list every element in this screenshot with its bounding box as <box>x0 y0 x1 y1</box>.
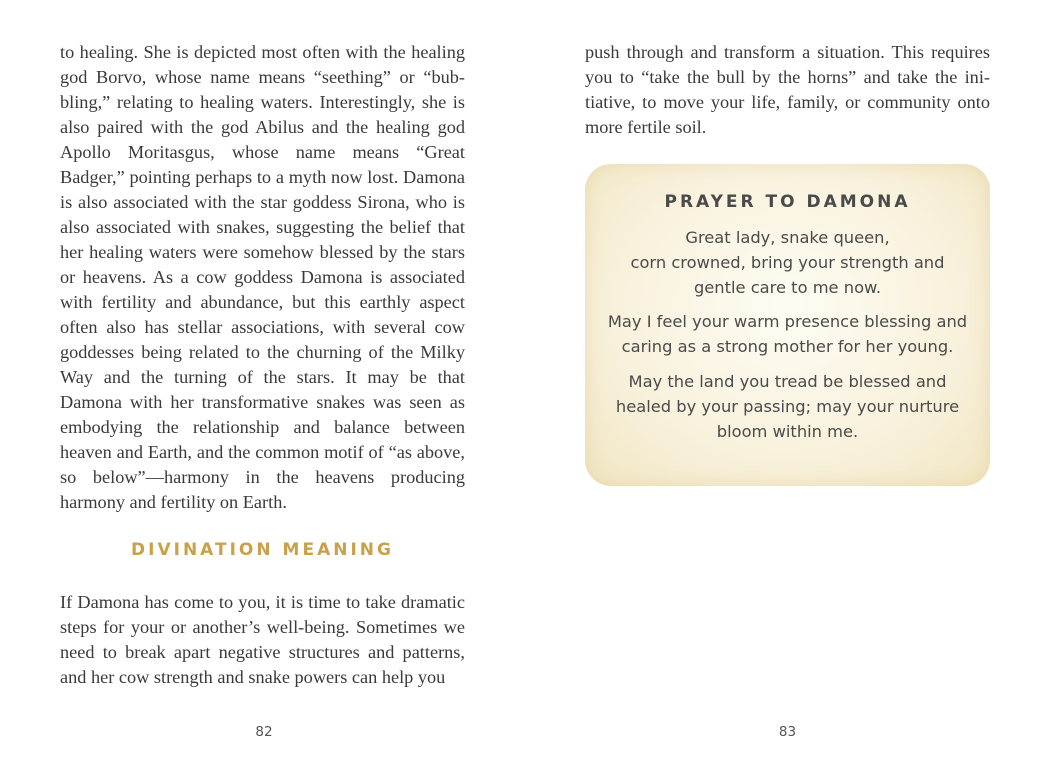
page-number: 82 <box>255 724 273 740</box>
prayer-line: healed by your passing; may your nurture <box>615 397 960 416</box>
prayer-title: PRAYER TO DAMONA <box>664 192 911 212</box>
prayer-line: gentle care to me now. <box>693 278 882 297</box>
prayer-line: May I feel your warm presence blessing and <box>607 312 968 331</box>
prayer-line: Great lady, snake queen, <box>685 228 890 247</box>
prayer-stanza <box>595 309 980 359</box>
section-heading-divination-meaning: DIVINATION MEANING <box>131 540 394 560</box>
prayer-line: May the land you tread be blessed and <box>628 372 947 391</box>
prayer-line: caring as a strong mother for her young. <box>621 337 954 356</box>
body-paragraph: to healing. She is depicted most often with the healing god Borvo, whose name means “seething” or “bubbling,” relating to healing waters. Interestingly, she is also paired with the god Abilus and the healing god Apollo Moritasgus, whose name means “Great Badger,” pointing perhaps to a myth now lost. Damona is also associated with the star goddess Sirona, who is also associated with snakes, suggesting the belief that her healing waters were somehow blessed by the stars or heavens. As a cow goddess Damona is associated with fertility and abundance, but this earthly aspect often also has stellar associations, with several cow goddesses being related to the churning of the Milky Way and the turning of the stars. It may be that Damona with her transformative snakes was seen as embodying the relationship and balance between heaven and Earth, and the common motif of “as above, so below”—harmony in the heavens producing harmony and fertility on Earth. <box>60 42 465 512</box>
prayer-box <box>585 164 990 486</box>
prayer-line: corn crowned, bring your strength and <box>630 253 945 272</box>
prayer-line: bloom within me. <box>716 422 859 441</box>
body-paragraph: If Damona has come to you, it is time to take dramatic steps for your or another’s well-being. Sometimes we need to break apart negative structures and patterns, and her cow strength and snake powers can help you <box>60 592 465 687</box>
prayer-stanza <box>595 369 980 444</box>
body-paragraph: push through and transform a situation. This requires you to “take the bull by the horns” and take the initiative, to move your life, family, or community onto more fertile soil. <box>585 42 990 137</box>
right-page <box>525 0 1050 769</box>
prayer-stanza <box>595 225 980 300</box>
page-number: 83 <box>778 724 797 740</box>
